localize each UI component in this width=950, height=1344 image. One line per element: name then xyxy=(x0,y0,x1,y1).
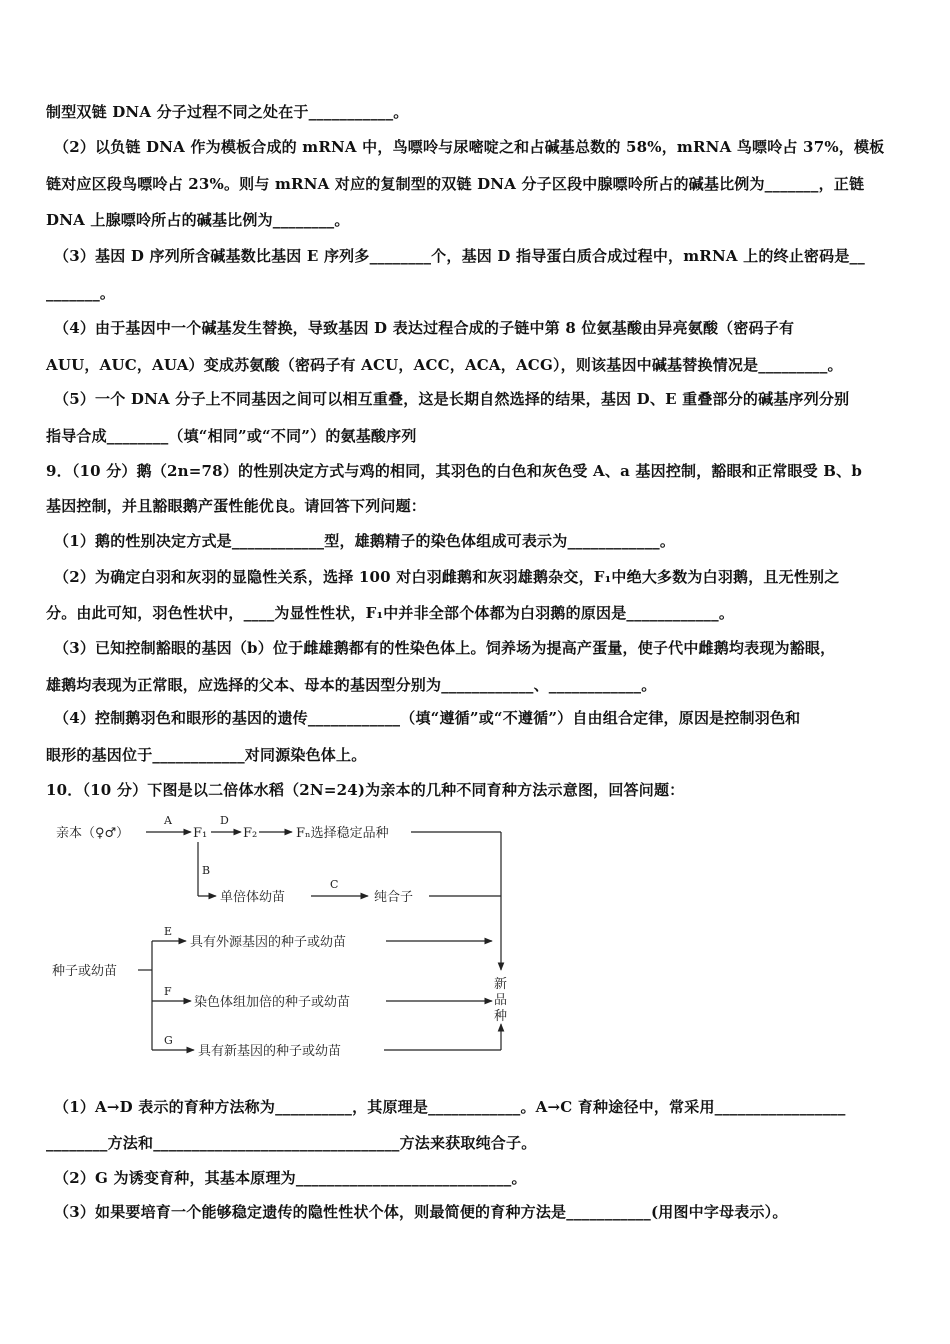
text-line: 制型双链 DNA 分子过程不同之处在于___________。 xyxy=(46,103,409,121)
new-variety-char: 新 xyxy=(494,977,508,992)
f2-label: F₂ xyxy=(243,826,258,841)
foreign-gene-label: 具有外源基因的种子或幼苗 xyxy=(190,935,347,950)
label-a: A xyxy=(164,814,172,827)
new-variety-char: 品 xyxy=(494,993,508,1008)
seed-label: 种子或幼苗 xyxy=(52,964,118,979)
breeding-methods-diagram xyxy=(46,808,516,1068)
text-line: （2）以负链 DNA 作为模板合成的 mRNA 中，鸟嘌呤与尿嘧啶之和占碱基总数的 58%，mRNA 鸟嘌呤占 37%，模板 xyxy=(54,138,885,156)
label-e: E xyxy=(164,925,173,938)
question-9-title: 9．（10 分）鹅（2n=78）的性别决定方式与鸡的相同，其羽色的白色和灰色受 A、a 基因控制，豁眼和正常眼受 B、b xyxy=(46,462,863,480)
text-line: （3）已知控制豁眼的基因（b）位于雌雄鹅都有的性染色体上。饲养场为提高产蛋量，使子代中雌鹅均表现为豁眼， xyxy=(54,639,836,657)
text-line: 雄鹅均表现为正常眼，应选择的父本、母本的基因型分别为____________、____________。 xyxy=(46,676,657,694)
text-line: （5）一个 DNA 分子上不同基因之间可以相互重叠，这是长期自然选择的结果，基因 D、E 重叠部分的碱基序列分别 xyxy=(54,390,850,408)
pure-label: 纯合子 xyxy=(374,890,414,905)
text-line: 基因控制，并且豁眼鹅产蛋性能优良。请回答下列问题： xyxy=(46,497,427,515)
new-gene-label: 具有新基因的种子或幼苗 xyxy=(198,1044,342,1059)
text-line: 指导合成________（填“相同”或“不同”）的氨基酸序列 xyxy=(46,427,417,445)
label-g: G xyxy=(164,1034,173,1047)
text-line: 分。由此可知，羽色性状中，____为显性性状，F₁中并非全部个体都为白羽鹅的原因是____________。 xyxy=(46,604,735,622)
label-b: B xyxy=(202,864,211,877)
fn-label: Fₙ选择稳定品种 xyxy=(296,826,389,841)
label-c: C xyxy=(330,878,339,891)
text-line: _______。 xyxy=(46,284,116,302)
label-d: D xyxy=(220,814,229,827)
text-line: AUU，AUC，AUA）变成苏氨酸（密码子有 ACU，ACC，ACA，ACG），则该基因中碱基替换情况是_________。 xyxy=(46,356,843,374)
text-line: （1）鹅的性别决定方式是____________型，雄鹅精子的染色体组成可表示为____________。 xyxy=(54,532,676,550)
f1-label: F₁ xyxy=(193,826,208,841)
parent-label: 亲本（♀♂） xyxy=(56,826,130,841)
text-line: （4）控制鹅羽色和眼形的基因的遗传____________（填“遵循”或“不遵循”）自由组合定律，原因是控制羽色和 xyxy=(54,709,801,727)
text-line: DNA 上腺嘌呤所占的碱基比例为________。 xyxy=(46,211,350,229)
text-line: 眼形的基因位于____________对同源染色体上。 xyxy=(46,746,367,764)
text-line: （1）A→D 表示的育种方法称为__________，其原理是____________。A→C 育种途径中，常采用_________________ xyxy=(54,1098,846,1116)
text-line: （3）如果要培育一个能够稳定遗传的隐性性状个体，则最简便的育种方法是___________(用图中字母表示）。 xyxy=(54,1203,788,1221)
text-line: （4）由于基因中一个碱基发生替换，导致基因 D 表达过程合成的子链中第 8 位氨基酸由异亮氨酸（密码子有 xyxy=(54,319,795,337)
text-line: （2）为确定白羽和灰羽的显隐性关系，选择 100 对白羽雌鹅和灰羽雄鹅杂交，F₁中绝大多数为白羽鹅，且无性别之 xyxy=(54,568,840,586)
text-line: （2）G 为诱变育种，其基本原理为____________________________。 xyxy=(54,1169,527,1187)
question-10-title: 10．（10 分）下图是以二倍体水稻（2N=24)为亲本的几种不同育种方法示意图，回答问题： xyxy=(46,781,685,799)
doubled-label: 染色体组加倍的种子或幼苗 xyxy=(194,995,351,1010)
text-line: （3）基因 D 序列所含碱基数比基因 E 序列多________个，基因 D 指导蛋白质合成过程中，mRNA 上的终止密码是__ xyxy=(54,247,865,265)
label-f: F xyxy=(164,985,172,998)
haploid-label: 单倍体幼苗 xyxy=(220,890,286,905)
new-variety-char: 种 xyxy=(494,1009,508,1024)
text-line: ________方法和________________________________方法来获取纯合子。 xyxy=(46,1134,537,1152)
text-line: 链对应区段鸟嘌呤占 23%。则与 mRNA 对应的复制型的双链 DNA 分子区段中腺嘌呤所占的碱基比例为_______，正链 xyxy=(46,175,865,193)
